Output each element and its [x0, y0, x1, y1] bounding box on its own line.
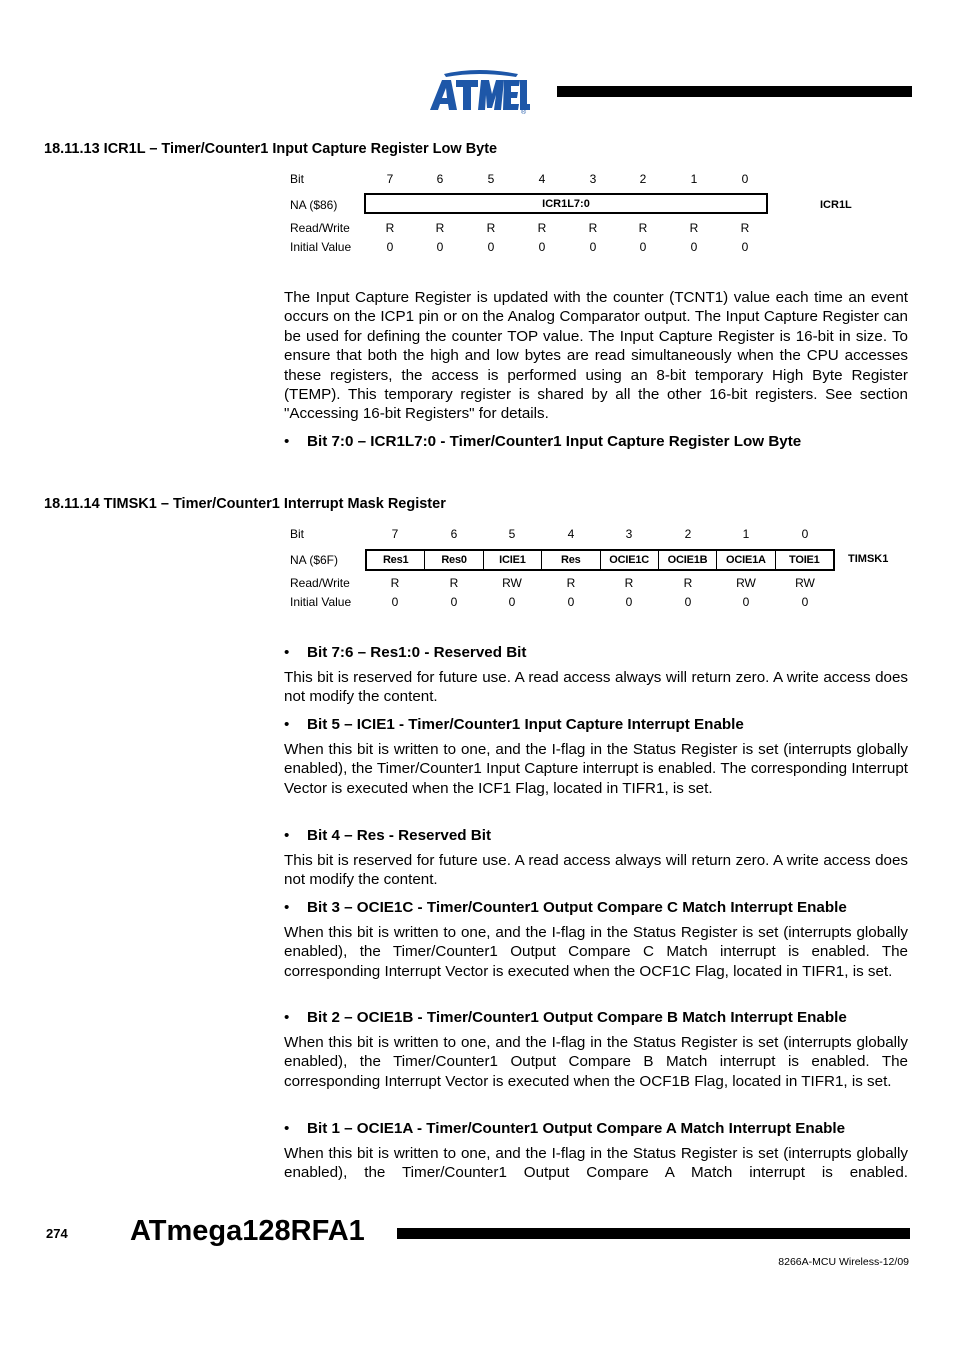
bit-number: 0 [741, 172, 749, 186]
bit-heading [284, 433, 924, 450]
bit-description: This bit is reserved for future use. A read access always will return zero. A write access does not modify the content. [284, 669, 908, 706]
initial-value: 0 [741, 240, 749, 254]
bit-field: TOIE1 [775, 551, 833, 569]
bit-description: This bit is reserved for future use. A read access always will return zero. A write access does not modify the content. [284, 852, 908, 889]
initial-value: 0 [538, 240, 546, 254]
bit-description: When this bit is written to one, and the I-flag in the Status Register is set (interrupts globally enabled), the Timer/Counter1 Input Capture interrupt is enabled. The corresponding Interrupt Vector is executed when the ICF1 Flag, located in TIFR1, is set. [284, 741, 908, 797]
registered-mark: ® [521, 109, 527, 114]
bit-number: 3 [589, 172, 597, 186]
bit-field: Res [541, 551, 599, 569]
bit-number: 6 [450, 527, 458, 541]
rw-value: R [385, 221, 395, 235]
initial-value-label: Initial Value [290, 595, 352, 609]
bit-description: When this bit is written to one, and the I-flag in the Status Register is set (interrupts globally enabled), the Timer/Counter1 Output Compare A Match interrupt is enabled. [284, 1145, 908, 1182]
rw-value: R [486, 221, 496, 235]
register-name: ICR1L [820, 199, 852, 211]
rw-value: RW [795, 576, 815, 590]
bit-field: Res1 [382, 554, 409, 566]
bit-label: Bit [290, 527, 305, 541]
rw-value: R [390, 576, 400, 590]
bit-field: OCIE1A [716, 551, 774, 569]
bit-number: 1 [690, 172, 698, 186]
bit-number: 7 [391, 527, 399, 541]
register-name: TIMSK1 [848, 553, 889, 565]
bullet-icon: • [284, 716, 290, 733]
initial-value: 0 [450, 595, 458, 609]
rw-value: R [683, 576, 693, 590]
bit-field: ICIE1 [483, 551, 541, 569]
footer-rule [397, 1228, 910, 1239]
bullet-icon: • [284, 1120, 290, 1137]
bit-heading-text: Bit 7:6 – Res1:0 - Reserved Bit [307, 644, 527, 661]
bit-number: 5 [487, 172, 495, 186]
bit-description: When this bit is written to one, and the I-flag in the Status Register is set (interrupts globally enabled), the Timer/Counter1 Output Compare C Match interrupt is enabled. The corresponding Interrupt Vector is executed when the OCF1C Flag, located in TIFR1, is set. [284, 924, 908, 980]
section-title-icr1l: 18.11.13 ICR1L – Timer/Counter1 Input Capture Register Low Byte [44, 141, 498, 157]
bit-number: 4 [567, 527, 575, 541]
bit-number: 2 [639, 172, 647, 186]
bit-heading [284, 1120, 924, 1137]
initial-value: 0 [589, 240, 597, 254]
register-field-box [364, 193, 768, 214]
document-reference: 8266A-MCU Wireless-12/09 [778, 1256, 909, 1268]
initial-value: 0 [639, 240, 647, 254]
bit-number: 5 [508, 527, 516, 541]
bit-heading [284, 899, 924, 916]
rw-value: R [588, 221, 598, 235]
rw-value: R [566, 576, 576, 590]
rw-value: R [624, 576, 634, 590]
bit-heading-text: Bit 3 – OCIE1C - Timer/Counter1 Output Compare C Match Interrupt Enable [307, 899, 847, 916]
bit-heading-text: Bit 4 – Res - Reserved Bit [307, 827, 492, 844]
bit-heading-text: Bit 7:0 – ICR1L7:0 - Timer/Counter1 Input Capture Register Low Byte [307, 433, 802, 450]
initial-value: 0 [684, 595, 692, 609]
bit-number: 2 [684, 527, 692, 541]
register-field-box [365, 549, 835, 571]
bit-heading [284, 827, 924, 844]
register-address: NA ($6F) [290, 553, 339, 567]
initial-value-label: Initial Value [290, 240, 352, 254]
initial-value: 0 [742, 595, 750, 609]
rw-value: R [435, 221, 445, 235]
initial-value: 0 [391, 595, 399, 609]
bit-heading [284, 1009, 924, 1026]
rw-value: R [638, 221, 648, 235]
bit-label: Bit [290, 172, 305, 186]
bit-field: OCIE1C [600, 551, 658, 569]
bit-heading-text: Bit 5 – ICIE1 - Timer/Counter1 Input Capture Interrupt Enable [307, 716, 744, 733]
page-number: 274 [46, 1226, 68, 1241]
initial-value: 0 [801, 595, 809, 609]
bit-field: OCIE1B [658, 551, 716, 569]
initial-value: 0 [386, 240, 394, 254]
chip-name: ATmega128RFA1 [130, 1215, 365, 1247]
bit-heading [284, 716, 924, 733]
bullet-icon: • [284, 644, 290, 661]
rw-value: R [537, 221, 547, 235]
header-rule [557, 86, 912, 97]
bit-number: 3 [625, 527, 633, 541]
bit-heading [284, 644, 924, 661]
bullet-icon: • [284, 899, 290, 916]
initial-value: 0 [487, 240, 495, 254]
bit-number: 6 [436, 172, 444, 186]
register-address: NA ($86) [290, 198, 338, 212]
initial-value: 0 [436, 240, 444, 254]
field-name: ICR1L7:0 [542, 197, 590, 210]
bullet-icon: • [284, 827, 290, 844]
rw-value: R [689, 221, 699, 235]
bit-number: 1 [742, 527, 750, 541]
rw-value: R [740, 221, 750, 235]
initial-value: 0 [567, 595, 575, 609]
rw-value: RW [736, 576, 756, 590]
icr1l-description: The Input Capture Register is updated with the counter (TCNT1) value each time an event occurs on the ICP1 pin or on the Analog Comparator output. The Input Capture Register can be used for defining the counter TOP value. The Input Capture Register is 16-bit in size. To ensure that both the high and low bytes are read simultaneously when the CPU accesses these registers, the access is performed using an 8-bit temporary High Byte Register (TEMP). This temporary register is shared by all the other 16-bit registers. See section "Accessing 16-bit Registers" for details. [284, 289, 908, 423]
bullet-icon: • [284, 1009, 290, 1026]
initial-value: 0 [508, 595, 516, 609]
bit-heading-text: Bit 2 – OCIE1B - Timer/Counter1 Output Compare B Match Interrupt Enable [307, 1009, 847, 1026]
initial-value: 0 [690, 240, 698, 254]
read-write-label: Read/Write [290, 576, 350, 590]
rw-value: R [449, 576, 459, 590]
bit-number: 0 [801, 527, 809, 541]
atmel-logo [426, 68, 530, 114]
rw-value: RW [502, 576, 522, 590]
read-write-label: Read/Write [290, 221, 350, 235]
bit-description: When this bit is written to one, and the I-flag in the Status Register is set (interrupts globally enabled), the Timer/Counter1 Output Compare B Match interrupt is enabled. The corresponding Interrupt Vector is executed when the OCF1B Flag, located in TIFR1, is set. [284, 1034, 908, 1090]
bullet-icon: • [284, 433, 290, 450]
bit-field: Res0 [424, 551, 482, 569]
bit-heading-text: Bit 1 – OCIE1A - Timer/Counter1 Output Compare A Match Interrupt Enable [307, 1120, 846, 1137]
bit-number: 7 [386, 172, 394, 186]
bit-number: 4 [538, 172, 546, 186]
section-title-timsk1: 18.11.14 TIMSK1 – Timer/Counter1 Interrupt Mask Register [44, 496, 446, 512]
initial-value: 0 [625, 595, 633, 609]
